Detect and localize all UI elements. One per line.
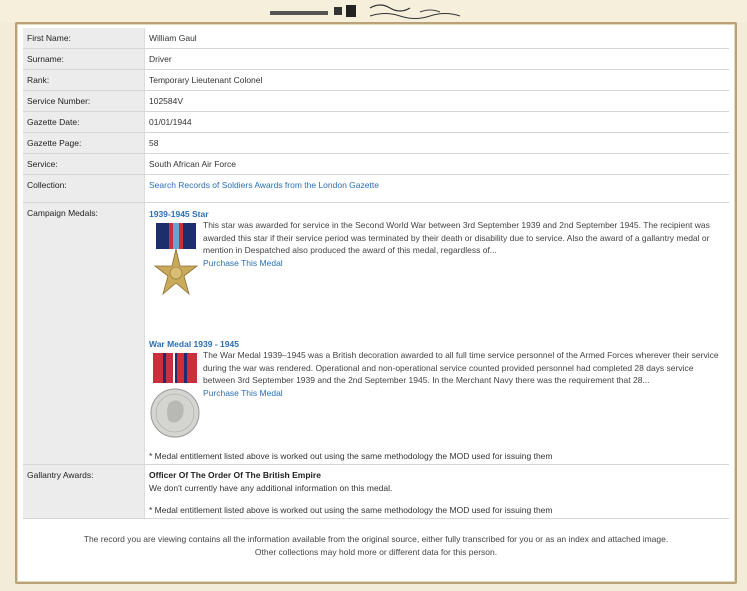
table-row bbox=[23, 28, 729, 49]
record-footer bbox=[23, 533, 729, 559]
gazette-date-value: 01/01/1944 bbox=[145, 112, 730, 133]
purchase-medal-link[interactable]: Purchase This Medal bbox=[203, 257, 283, 268]
campaign-medals-value bbox=[145, 203, 730, 465]
gallantry-awards-value bbox=[145, 465, 730, 519]
war-medal-image bbox=[149, 351, 205, 441]
purchase-link-wrap bbox=[203, 257, 723, 270]
purchase-medal-link[interactable]: Purchase This Medal bbox=[203, 387, 283, 398]
record-frame bbox=[15, 22, 737, 584]
table-row bbox=[23, 154, 729, 175]
gallantry-award-info: We don't currently have any additional information on this medal. bbox=[149, 483, 393, 493]
first-name-value: William Gaul bbox=[145, 28, 730, 49]
collection-link[interactable]: Search Records of Soldiers Awards from the London Gazette bbox=[149, 180, 379, 190]
medal-title-link[interactable]: War Medal 1939 - 1945 bbox=[149, 339, 239, 349]
service-value: South African Air Force bbox=[145, 154, 730, 175]
table-row bbox=[23, 465, 729, 519]
first-name-label: First Name: bbox=[23, 28, 145, 49]
surname-value: Driver bbox=[145, 49, 730, 70]
campaign-medals-label: Campaign Medals: bbox=[23, 203, 145, 465]
table-row bbox=[23, 70, 729, 91]
medal-description: This star was awarded for service in the Second World War between 3rd September 1939 and 2nd September 1945. The recipient was awarded this star if their service period was terminated by their death or disability due to service. Also the award of a gallantry medal or mention in Despatched also produced the award of this medal, regardless of... bbox=[203, 220, 710, 255]
medal-item bbox=[149, 209, 729, 339]
service-number-label: Service Number: bbox=[23, 91, 145, 112]
table-row bbox=[23, 133, 729, 154]
service-number-value: 102584V bbox=[145, 91, 730, 112]
medal-description: The War Medal 1939–1945 was a British decoration awarded to all full time service personnel of the Armed Forces wherever their service during the war was rendered. Operational and non-operational service counted provided personnel had completed 28 days service between 3rd September 1939 and the 2nd September 1945. In the Merchant Navy there was the requirement that 28... bbox=[203, 350, 719, 385]
medal-item bbox=[149, 339, 729, 451]
gazette-date-label: Gazette Date: bbox=[23, 112, 145, 133]
table-row bbox=[23, 91, 729, 112]
purchase-link-wrap bbox=[203, 387, 723, 400]
table-row bbox=[23, 49, 729, 70]
rank-value: Temporary Lieutenant Colonel bbox=[145, 70, 730, 91]
handwritten-record-image bbox=[270, 2, 480, 20]
record-table bbox=[23, 28, 729, 519]
gallantry-awards-label: Gallantry Awards: bbox=[23, 465, 145, 519]
gallantry-award-title: Officer Of The Order Of The British Empire bbox=[149, 470, 321, 480]
collection-label: Collection: bbox=[23, 175, 145, 203]
table-row bbox=[23, 112, 729, 133]
medal-title-link[interactable]: 1939-1945 Star bbox=[149, 209, 209, 219]
footer-line-1: The record you are viewing contains all the information available from the original source, either fully transcribed for you or as an index and attached image. bbox=[83, 534, 669, 544]
surname-label: Surname: bbox=[23, 49, 145, 70]
gazette-page-label: Gazette Page: bbox=[23, 133, 145, 154]
service-label: Service: bbox=[23, 154, 145, 175]
star-medal-image bbox=[149, 221, 205, 311]
table-row bbox=[23, 203, 729, 465]
rank-label: Rank: bbox=[23, 70, 145, 91]
footer-line-2: Other collections may hold more or different data for this person. bbox=[254, 547, 498, 557]
medal-entitlement-note: * Medal entitlement listed above is worked out using the same methodology the MOD used for issuing them bbox=[149, 451, 553, 461]
gazette-page-value: 58 bbox=[145, 133, 730, 154]
table-row bbox=[23, 175, 729, 203]
gallantry-entitlement-note: * Medal entitlement listed above is worked out using the same methodology the MOD used for issuing them bbox=[149, 505, 553, 515]
collection-value bbox=[145, 175, 730, 203]
